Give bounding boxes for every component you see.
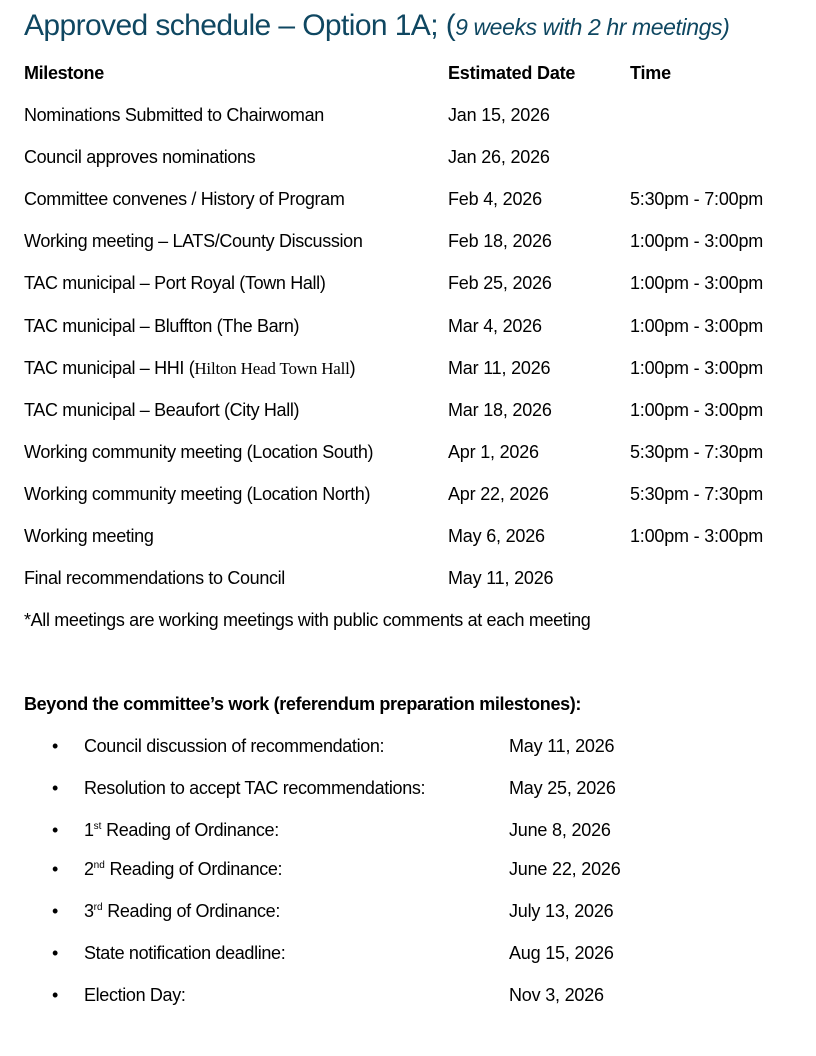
label-text: Reading of Ordinance: <box>102 901 280 921</box>
table-row <box>24 103 804 127</box>
bullet-icon: • <box>52 820 59 840</box>
bullet-icon: • <box>52 901 59 921</box>
item-date: July 13, 2026 <box>509 901 614 921</box>
date-cell: Mar 4, 2026 <box>448 316 542 336</box>
date-cell: Feb 4, 2026 <box>448 189 542 209</box>
date-cell: Mar 18, 2026 <box>448 400 552 420</box>
date-cell: May 6, 2026 <box>448 526 545 546</box>
ordinal-number: 2 <box>84 859 94 879</box>
list-item <box>52 941 752 965</box>
table-row <box>24 524 804 548</box>
title-subtitle: 9 weeks with 2 hr meetings) <box>455 14 730 40</box>
table-row <box>24 314 804 338</box>
table-row <box>24 398 804 422</box>
table-row <box>24 145 804 169</box>
title-main: Approved schedule – Option 1A; ( <box>24 9 456 42</box>
header-time: Time <box>630 63 671 83</box>
milestone-cell <box>24 356 355 381</box>
milestone-cell: Final recommendations to Council <box>24 568 285 588</box>
milestone-cell: TAC municipal – Port Royal (Town Hall) <box>24 273 326 293</box>
time-cell: 1:00pm - 3:00pm <box>630 358 764 378</box>
header-estimated-date: Estimated Date <box>448 63 576 83</box>
time-cell: 5:30pm - 7:30pm <box>630 484 764 504</box>
milestone-cell: Committee convenes / History of Program <box>24 189 345 209</box>
item-date: May 25, 2026 <box>509 778 616 798</box>
label-text: State notification deadline: <box>84 943 286 963</box>
label-text: Election Day: <box>84 985 186 1005</box>
date-cell: May 11, 2026 <box>448 568 554 588</box>
milestone-cell: TAC municipal – Beaufort (City Hall) <box>24 400 300 420</box>
bullet-icon: • <box>52 736 59 756</box>
ordinal-suffix: st <box>93 821 102 832</box>
table-row <box>24 187 804 211</box>
time-cell: 5:30pm - 7:30pm <box>630 442 764 462</box>
item-label <box>84 818 279 846</box>
bullet-icon: • <box>52 985 59 1005</box>
table-row <box>24 566 804 590</box>
item-date: June 22, 2026 <box>509 859 621 879</box>
time-cell: 1:00pm - 3:00pm <box>630 316 764 336</box>
date-cell: Jan 26, 2026 <box>448 147 550 167</box>
milestone-text: TAC municipal – HHI ( <box>24 358 195 378</box>
time-cell: 1:00pm - 3:00pm <box>630 400 764 420</box>
list-item <box>52 983 752 1007</box>
ordinal-number: 3 <box>84 901 94 921</box>
label-text: Reading of Ordinance: <box>101 820 279 840</box>
item-label <box>84 899 280 927</box>
list-item <box>52 899 752 923</box>
beyond-heading: Beyond the committee’s work (referendum preparation milestones): <box>24 694 582 714</box>
milestone-location: Hilton Head Town Hall <box>194 359 350 378</box>
table-row <box>24 356 804 380</box>
time-cell: 1:00pm - 3:00pm <box>630 231 764 251</box>
label-text: Reading of Ordinance: <box>104 859 283 879</box>
table-row <box>24 271 804 295</box>
footnote: *All meetings are working meetings with public comments at each meeting <box>24 610 591 630</box>
date-cell: Mar 11, 2026 <box>448 358 551 378</box>
list-item <box>52 857 752 881</box>
item-label <box>84 776 425 800</box>
bullet-icon: • <box>52 778 59 798</box>
item-date: Aug 15, 2026 <box>509 943 614 963</box>
date-cell: Apr 1, 2026 <box>448 442 539 462</box>
label-text: Resolution to accept TAC recommendations: <box>84 778 426 798</box>
milestone-cell: Council approves nominations <box>24 147 256 167</box>
ordinal-suffix: nd <box>93 860 105 871</box>
milestone-cell: Working community meeting (Location South) <box>24 442 374 462</box>
date-cell: Apr 22, 2026 <box>448 484 549 504</box>
list-item <box>52 734 752 758</box>
milestone-cell: Nominations Submitted to Chairwoman <box>24 105 324 125</box>
table-row <box>24 440 804 464</box>
item-label <box>84 857 282 885</box>
milestone-cell: Working meeting – LATS/County Discussion <box>24 231 363 251</box>
date-cell: Jan 15, 2026 <box>448 105 550 125</box>
milestone-cell: Working community meeting (Location North) <box>24 484 371 504</box>
date-cell: Feb 25, 2026 <box>448 273 552 293</box>
list-item <box>52 776 752 800</box>
time-cell: 5:30pm - 7:00pm <box>630 189 764 209</box>
item-date: Nov 3, 2026 <box>509 985 604 1005</box>
ordinal-suffix: rd <box>93 902 103 913</box>
header-milestone: Milestone <box>24 63 104 83</box>
item-label <box>84 983 186 1007</box>
table-row <box>24 229 804 253</box>
ordinal-number: 1 <box>84 820 94 840</box>
list-item <box>52 818 752 842</box>
milestone-cell: TAC municipal – Bluffton (The Barn) <box>24 316 300 336</box>
item-label <box>84 941 285 965</box>
label-text: Council discussion of recommendation: <box>84 736 385 756</box>
time-cell: 1:00pm - 3:00pm <box>630 273 764 293</box>
date-cell: Feb 18, 2026 <box>448 231 552 251</box>
item-date: May 11, 2026 <box>509 736 615 756</box>
table-header-row <box>24 61 804 85</box>
item-label <box>84 734 384 758</box>
item-date: June 8, 2026 <box>509 820 611 840</box>
milestone-text-end: ) <box>349 358 356 378</box>
bullet-icon: • <box>52 943 59 963</box>
bullet-icon: • <box>52 859 59 879</box>
time-cell: 1:00pm - 3:00pm <box>630 526 764 546</box>
page-title <box>24 9 729 43</box>
table-row <box>24 482 804 506</box>
milestone-cell: Working meeting <box>24 526 154 546</box>
